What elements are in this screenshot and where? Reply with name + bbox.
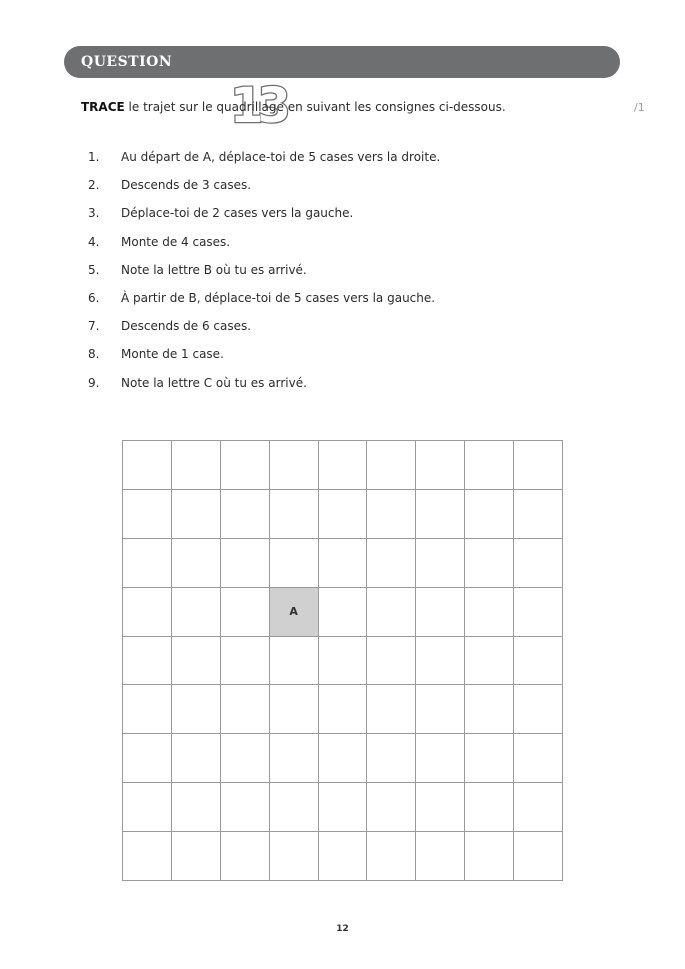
grid-cell[interactable] — [367, 734, 416, 783]
grid-cell[interactable] — [270, 441, 319, 490]
grid-cell[interactable] — [270, 685, 319, 734]
grid-cell[interactable] — [465, 783, 514, 832]
question-label: QUESTION — [81, 54, 173, 70]
grid-cell[interactable] — [416, 490, 465, 539]
step-text: Monte de 4 cases. — [121, 234, 231, 249]
grid-cell[interactable] — [123, 539, 172, 588]
step-text: À partir de B, déplace-toi de 5 cases vers la gauche. — [121, 290, 436, 305]
instruction-text: le trajet sur le quadrillage en suivant les consignes ci-dessous. — [124, 100, 506, 114]
step-item — [88, 147, 440, 175]
grid-cell[interactable] — [465, 441, 514, 490]
step-text: Monte de 1 case. — [121, 347, 224, 362]
grid-cell[interactable] — [319, 783, 368, 832]
grid-cell[interactable] — [172, 832, 221, 881]
grid-cell[interactable] — [172, 637, 221, 686]
step-item — [88, 288, 440, 316]
step-number: 3. — [88, 206, 100, 221]
grid-cell[interactable] — [270, 539, 319, 588]
page-number: 12 — [336, 924, 349, 934]
step-text: Note la lettre B où tu es arrivé. — [121, 262, 307, 277]
grid-cell[interactable] — [367, 637, 416, 686]
grid-cell[interactable] — [221, 783, 270, 832]
score: /1 — [634, 101, 645, 114]
grid-cell[interactable] — [270, 637, 319, 686]
grid-cell[interactable] — [221, 490, 270, 539]
grid-cell[interactable] — [416, 734, 465, 783]
grid-cell[interactable] — [221, 734, 270, 783]
grid-cell[interactable] — [514, 832, 563, 881]
grid-cell[interactable] — [172, 588, 221, 637]
step-text: Déplace-toi de 2 cases vers la gauche. — [121, 206, 354, 221]
grid-cell[interactable] — [123, 441, 172, 490]
grid-cell[interactable] — [465, 685, 514, 734]
grid-cell[interactable] — [319, 441, 368, 490]
step-number: 9. — [88, 375, 100, 390]
grid-cell[interactable] — [465, 734, 514, 783]
grid-cell[interactable] — [270, 783, 319, 832]
grid-cell[interactable] — [221, 832, 270, 881]
grid-cell[interactable] — [123, 588, 172, 637]
step-number: 7. — [88, 319, 100, 334]
steps-list — [88, 147, 440, 401]
grid-cell[interactable] — [172, 539, 221, 588]
grid-cell[interactable] — [172, 734, 221, 783]
grid-cell[interactable] — [367, 832, 416, 881]
trace-grid — [122, 440, 563, 881]
grid-cell[interactable] — [172, 490, 221, 539]
step-text: Descends de 6 cases. — [121, 319, 252, 334]
grid-cell[interactable] — [319, 685, 368, 734]
grid-cell[interactable] — [416, 588, 465, 637]
instruction-verb: TRACE — [81, 100, 125, 114]
step-text: Au départ de A, déplace-toi de 5 cases vers la droite. — [121, 150, 441, 164]
step-text: Descends de 3 cases. — [121, 178, 252, 193]
grid-cell[interactable] — [172, 441, 221, 490]
grid-cell[interactable] — [221, 685, 270, 734]
grid-cell[interactable] — [416, 637, 465, 686]
grid-cell[interactable] — [319, 637, 368, 686]
grid-cell[interactable] — [465, 588, 514, 637]
step-number: 8. — [88, 347, 100, 362]
grid-cell[interactable] — [123, 685, 172, 734]
instruction — [81, 100, 506, 114]
step-text: Note la lettre C où tu es arrivé. — [121, 375, 307, 390]
grid-cell[interactable] — [172, 685, 221, 734]
step-item — [88, 203, 440, 231]
grid-cell[interactable] — [123, 783, 172, 832]
step-number: 2. — [88, 178, 100, 193]
grid-cell[interactable] — [367, 783, 416, 832]
grid-cell[interactable] — [416, 685, 465, 734]
step-number: 5. — [88, 262, 100, 277]
grid-cell[interactable] — [367, 539, 416, 588]
grid-cell[interactable] — [123, 832, 172, 881]
grid-cell[interactable] — [221, 588, 270, 637]
grid-cell[interactable] — [514, 685, 563, 734]
grid-cell[interactable] — [319, 539, 368, 588]
step-number: 4. — [88, 234, 100, 249]
step-item — [88, 373, 440, 401]
grid-cell[interactable] — [514, 734, 563, 783]
grid-cell[interactable] — [270, 490, 319, 539]
grid-cell[interactable] — [514, 783, 563, 832]
grid-cell[interactable] — [319, 734, 368, 783]
grid-cell[interactable] — [123, 734, 172, 783]
grid-cell[interactable] — [270, 734, 319, 783]
grid-cell[interactable] — [514, 539, 563, 588]
step-item — [88, 175, 440, 203]
grid-cell[interactable] — [514, 441, 563, 490]
grid-cell[interactable] — [319, 490, 368, 539]
grid-cell[interactable] — [221, 441, 270, 490]
grid-cell[interactable] — [123, 490, 172, 539]
step-number: 6. — [88, 290, 100, 305]
step-item — [88, 344, 440, 372]
grid-cell[interactable] — [514, 490, 563, 539]
grid-cell[interactable] — [465, 490, 514, 539]
grid-cell[interactable] — [514, 637, 563, 686]
grid-cell[interactable] — [221, 539, 270, 588]
grid-cell[interactable] — [367, 588, 416, 637]
grid-cell[interactable] — [416, 783, 465, 832]
grid-cell[interactable] — [416, 832, 465, 881]
grid-cell[interactable] — [416, 539, 465, 588]
grid-cell[interactable] — [465, 832, 514, 881]
grid-cell[interactable] — [319, 832, 368, 881]
grid-cell[interactable] — [221, 637, 270, 686]
step-item — [88, 316, 440, 344]
grid-cell[interactable] — [319, 588, 368, 637]
grid-cell[interactable] — [465, 637, 514, 686]
grid-cell[interactable] — [123, 637, 172, 686]
grid-cell[interactable] — [172, 783, 221, 832]
step-item — [88, 232, 440, 260]
grid-cell[interactable] — [367, 441, 416, 490]
question-number: 13 — [230, 78, 285, 134]
grid-cell[interactable] — [514, 588, 563, 637]
step-number: 1. — [88, 150, 100, 164]
grid-cell[interactable] — [367, 685, 416, 734]
grid-cell[interactable] — [416, 441, 465, 490]
grid-cell[interactable] — [465, 539, 514, 588]
step-item — [88, 260, 440, 288]
grid-cell-start[interactable]: A — [270, 588, 319, 637]
grid-cell[interactable] — [367, 490, 416, 539]
grid-cell[interactable] — [270, 832, 319, 881]
